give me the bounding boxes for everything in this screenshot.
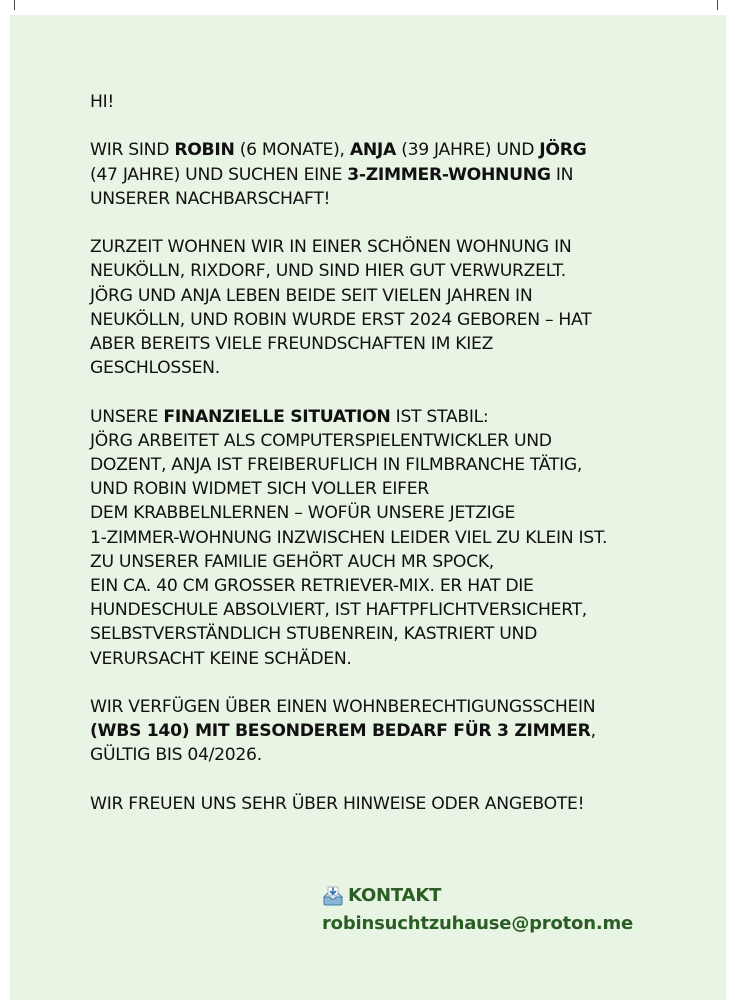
finance-line-2: JÖRG ARBEITET ALS COMPUTERSPIELENTWICKLER UND: [90, 430, 552, 451]
current-line-2: NEUKÖLLN, RIXDORF, UND SIND HIER GUT VERWURZELT.: [90, 261, 566, 282]
finance-line-3: DOZENT, ANJA IST FREIBERUFLICH IN FILMBRANCHE TÄTIG,: [90, 455, 583, 475]
finance-line-6: 1-ZIMMER-WOHNUNG INZWISCHEN LEIDER VIEL ZU KLEIN IST.: [90, 527, 608, 548]
contact-block: [322, 882, 633, 938]
finance-highlight: FINANZIELLE SITUATION: [163, 406, 391, 427]
apartment-type: 3-ZIMMER-WOHNUNG: [347, 164, 551, 185]
contact-email[interactable]: robinsuchtzuhause@proton.me: [322, 913, 634, 934]
finance-paragraph: [90, 405, 650, 671]
name-robin: ROBIN: [174, 140, 235, 161]
finance-line-8: EIN CA. 40 CM GROSSER RETRIEVER-MIX. ER HAT DIE: [90, 576, 534, 597]
finance-line-1: UNSERE FINANZIELLE SITUATION IST STABIL:: [90, 406, 489, 427]
closing-line: WIR FREUEN UNS SEHR ÜBER HINWEISE ODER ANGEBOTE!: [90, 793, 585, 814]
intro-line-1: WIR SIND ROBIN (6 MONATE), ANJA (39 JAHRE) UND JÖRG: [90, 140, 587, 161]
current-situation-paragraph: [90, 235, 650, 380]
wbs-line-2: (WBS 140) MIT BESONDEREM BEDARF FÜR 3 ZIMMER,: [90, 721, 596, 742]
contact-heading-row: [322, 882, 633, 910]
intro-line-3: UNSERER NACHBARSCHAFT!: [90, 188, 331, 209]
current-line-4: NEUKÖLLN, UND ROBIN WURDE ERST 2024 GEBOREN – HAT: [90, 309, 592, 330]
intro-line-2: (47 JAHRE) UND SUCHEN EINE 3-ZIMMER-WOHNUNG IN: [90, 164, 574, 185]
closing-paragraph: [90, 792, 650, 816]
current-line-3: JÖRG UND ANJA LEBEN BEIDE SEIT VIELEN JAHREN IN: [90, 285, 533, 306]
finance-line-11: VERURSACHT KEINE SCHÄDEN.: [90, 648, 352, 669]
inbox-tray-icon: [322, 885, 344, 907]
wbs-highlight: (WBS 140) MIT BESONDEREM BEDARF FÜR 3 ZIMMER: [90, 721, 591, 742]
finance-line-9: HUNDESCHULE ABSOLVIERT, IST HAFTPFLICHTVERSICHERT,: [90, 600, 587, 621]
contact-heading: KONTAKT: [348, 885, 442, 906]
current-line-5: ABER BEREITS VIELE FREUNDSCHAFTEN IM KIEZ: [90, 334, 494, 354]
current-line-6: GESCHLOSSEN.: [90, 358, 220, 379]
crop-mark-left: [14, 0, 15, 10]
name-joerg: JÖRG: [539, 140, 587, 161]
wbs-paragraph: [90, 695, 650, 768]
name-anja: ANJA: [349, 140, 397, 161]
wbs-line-3: GÜLTIG BIS 04/2026.: [90, 745, 262, 766]
wbs-line-1: WIR VERFÜGEN ÜBER EINEN WOHNBERECHTIGUNGSSCHEIN: [90, 697, 596, 718]
crop-mark-right: [717, 0, 718, 10]
finance-line-5: DEM KRABBELNLERNEN – WOFÜR UNSERE JETZIGE: [90, 503, 516, 524]
finance-line-7: ZU UNSERER FAMILIE GEHÖRT AUCH MR SPOCK,: [90, 551, 494, 572]
intro-paragraph: [90, 138, 650, 211]
greeting: HI!: [90, 92, 114, 112]
finance-line-4: UND ROBIN WIDMET SICH VOLLER EIFER: [90, 479, 429, 500]
current-line-1: ZURZEIT WOHNEN WIR IN EINER SCHÖNEN WOHNUNG IN: [90, 237, 572, 258]
greeting-paragraph: [90, 90, 650, 114]
finance-line-10: SELBSTVERSTÄNDLICH STUBENREIN, KASTRIERT UND: [90, 624, 538, 645]
flyer-body: [90, 90, 650, 840]
